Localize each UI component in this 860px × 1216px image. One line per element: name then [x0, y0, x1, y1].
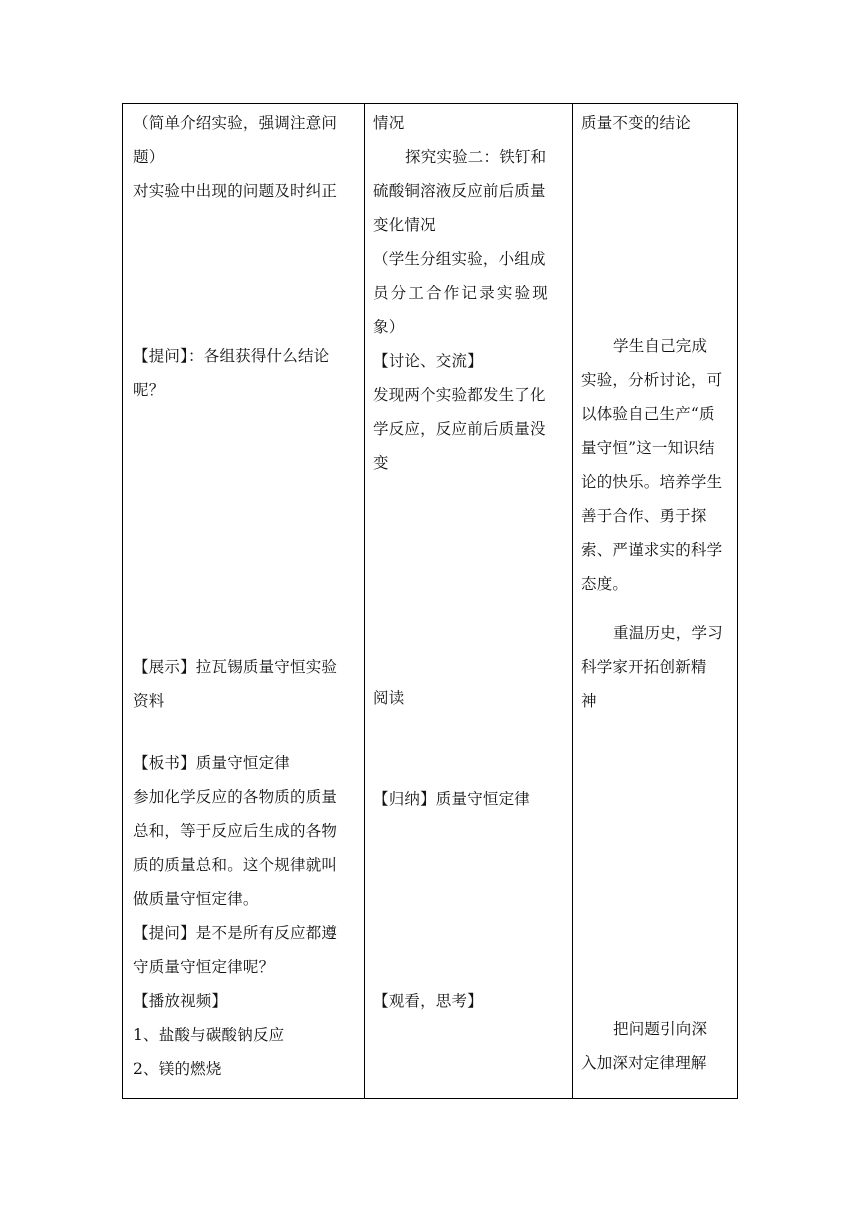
text-line: 量守恒”这一知识结 [581, 439, 715, 457]
text-line: 善于合作、勇于探 [581, 507, 707, 525]
text-line: 重温历史，学习 [613, 624, 723, 642]
text-line: 【板书】质量守恒定律 [133, 754, 291, 772]
text-line: 阅读 [373, 689, 405, 707]
text-line: 神 [581, 692, 597, 710]
text-line: 员分工合作记录实验现 [373, 284, 551, 302]
text-line: 把问题引向深 [613, 1020, 708, 1038]
text-line: 变 [373, 454, 389, 472]
text-line: 入加深对定律理解 [581, 1054, 707, 1072]
lesson-plan-table [122, 103, 738, 1099]
student-activity-column [365, 104, 572, 1098]
design-intent-column [573, 104, 737, 1098]
text-line: 【展示】拉瓦锡质量守恒实验 [133, 658, 338, 676]
text-line: 学反应，反应前后质量没 [373, 420, 546, 438]
text-line: 发现两个实验都发生了化 [373, 386, 546, 404]
text-line: 【观看，思考】 [373, 992, 483, 1010]
text-line: 【归纳】质量守恒定律 [373, 790, 531, 808]
text-line: 探究实验二：铁钉和 [405, 148, 547, 166]
text-line: 总和，等于反应后生成的各物 [133, 822, 338, 840]
text-line: （学生分组实验，小组成 [373, 250, 546, 268]
text-line: 守质量守恒定律呢？ [133, 958, 275, 976]
text-line: 象） [373, 318, 405, 336]
text-line: 质的质量总和。这个规律就叫 [133, 856, 338, 874]
text-line: 硫酸铜溶液反应前后质量 [373, 182, 546, 200]
text-line: 索、严谨求实的科学 [581, 541, 723, 559]
text-line: 资料 [133, 692, 165, 710]
text-line: 对实验中出现的问题及时纠正 [133, 182, 338, 200]
text-line: （简单介绍实验，强调注意问 [133, 114, 338, 132]
text-line: 学生自己完成 [613, 337, 708, 355]
text-line: 科学家开拓创新精 [581, 658, 707, 676]
text-line: 参加化学反应的各物质的质量 [133, 788, 338, 806]
text-line: 情况 [373, 114, 405, 132]
text-line: 实验，分析讨论，可 [581, 371, 723, 389]
text-line: 【讨论、交流】 [373, 352, 483, 370]
text-line: 1、盐酸与碳酸钠反应 [133, 1026, 285, 1044]
text-line: 2、镁的燃烧 [133, 1060, 222, 1078]
text-line: 【提问】：各组获得什么结论 [133, 347, 330, 365]
text-line: 题） [133, 148, 165, 166]
teacher-activity-column [123, 104, 364, 1098]
text-line: 呢？ [133, 381, 165, 399]
text-line: 论的快乐。培养学生 [581, 473, 723, 491]
text-line: 态度。 [581, 575, 629, 593]
text-line: 变化情况 [373, 216, 436, 234]
text-line: 做质量守恒定律。 [133, 890, 259, 908]
text-line: 【播放视频】 [133, 992, 228, 1010]
text-line: 以体验自己生产“质 [581, 405, 715, 423]
text-line: 质量不变的结论 [581, 114, 691, 132]
text-line: 【提问】是不是所有反应都遵 [133, 924, 338, 942]
